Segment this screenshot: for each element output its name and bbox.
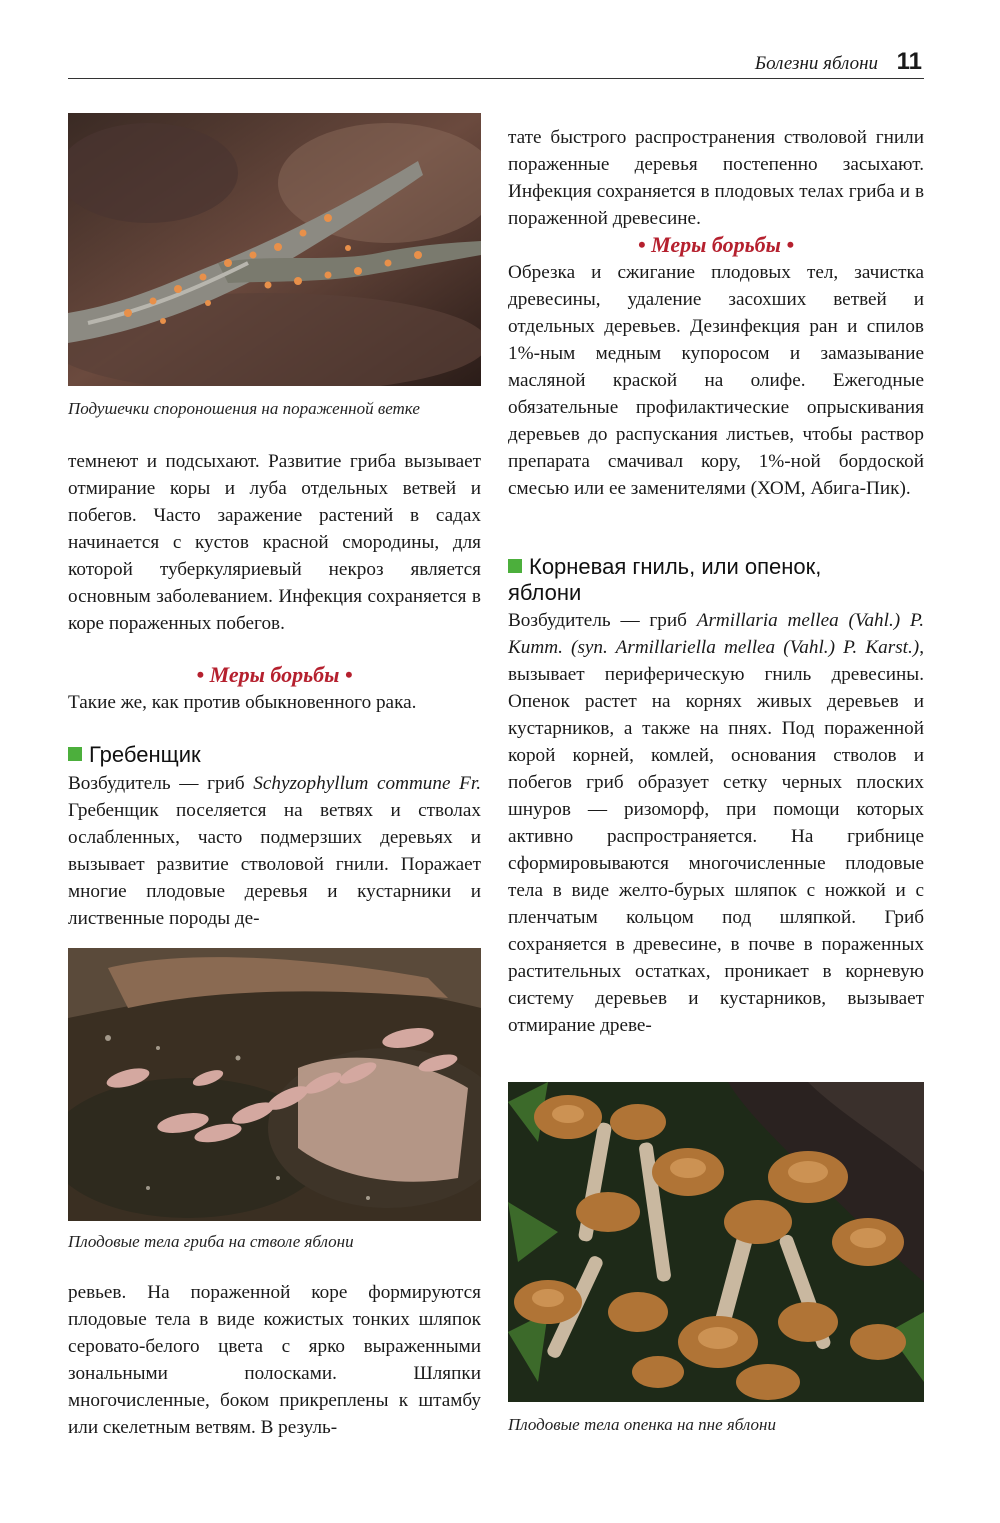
- section-title-line2: яблони: [508, 580, 582, 605]
- running-title: Болезни яблони: [754, 53, 878, 74]
- section-marker-icon: [508, 559, 522, 573]
- right-paragraph-1: тате быстрого распространения стволовой гнили пораженные деревья постепенно засыхают. Инфекция сохраняется в плодовых телах гриба и в пораженной древесине.: [508, 127, 924, 229]
- photo-caption-trunk: Плодовые тела гриба на стволе яблони: [68, 1232, 354, 1251]
- species-name: Schyzophyllum commune Fr.: [253, 773, 482, 794]
- left-measures-text: Такие же, как против обыкновенного рака.: [68, 692, 417, 713]
- paragraph-text: , вызывает периферическую гниль древесины. Опенок растет на корнях живых деревьев и кустарников, а также на пнях. Под пораженной корой корней, комлей, основания стволов и побегов гриб образует сетку черных плоских шнуров — ризоморф, при помощи которых активно распространяется. На грибнице сформировываются многочисленные плодовые тела в виде желто-бурых шляпок с ножкой и с пленчатым кольцом под шляпкой. Гриб сохраняется в древесине, в почве в пораженных растительных остатках, проникает в корневую систему деревьев и кустарников, вызывает отмирание древе-: [508, 637, 924, 1036]
- right-paragraph-2: [508, 607, 924, 1039]
- paragraph-text: Гребенщик поселяется на ветвях и стволах ослабленных, часто подмерзших деревьях и вызывает развитие стволовой гнили. Поражает многие плодовые деревья и кустарники и лиственные породы де-: [68, 800, 481, 929]
- right-measures-text: Обрезка и сжигание плодовых тел, зачистка древесины, удаление засохших ветвей и отдельных деревьев. Дезинфекция ран и спилов 1%-ным медным купоросом и замазывание масляной краской на олифе. Ежегодные обязательные профилактические опрыскивания деревьев до распускания листьев, чтобы раствор препарата смачивал кору, 1%-ной бордоской смесью или ее заменителями (ХОМ, Абига-Пик).: [508, 262, 924, 499]
- species-name: Armillaria mellea (Vahl.) P. Kumm. (syn. Armillariella mellea (Vahl.) P. Karst.): [508, 610, 924, 658]
- photo-caption-sporulation: Подушечки спороношения на пораженной ветке: [68, 399, 420, 418]
- page-header: [68, 48, 924, 79]
- left-paragraph-1: темнеют и подсыхают. Развитие гриба вызывает отмирание коры и луба отдельных ветвей и побегов. Часто заражение растений в садах начинается с кустов красной смородины, для которой туберкуляриевый некроз является основным заболеванием. Инфекция сохраняется в коре пораженных побегов.: [68, 451, 481, 634]
- pathogen-prefix: Возбудитель — гриб: [68, 773, 254, 794]
- section-title-line1: Корневая гниль, или опенок,: [529, 554, 822, 579]
- control-measures-heading-right: • Меры борьбы •: [637, 232, 795, 257]
- left-paragraph-2: [68, 770, 481, 932]
- section-heading-grebenshchik: [68, 742, 481, 768]
- control-measures-heading-left: • Меры борьбы •: [196, 662, 353, 687]
- left-paragraph-3: ревьев. На пораженной коре формируются плодовые тела в виде кожистых тонких шляпок серовато-белого цвета с ярко выраженными зональными полосками. Шляпки многочисленные, боком прикреплены к штамбу или скелетным ветвям. В резуль-: [68, 1282, 481, 1438]
- section-heading-root-rot: [508, 554, 924, 606]
- photo-caption-honey-fungus: Плодовые тела опенка на пне яблони: [508, 1415, 776, 1434]
- photo-fruiting-bodies-trunk: [68, 948, 481, 1221]
- pathogen-prefix: Возбудитель — гриб: [508, 610, 697, 631]
- section-marker-icon: [68, 747, 82, 761]
- photo-honey-fungus-stump: [508, 1082, 924, 1402]
- section-title: Гребенщик: [89, 742, 201, 767]
- photo-sporulation-branch: [68, 113, 481, 386]
- page-number: 11: [896, 48, 922, 75]
